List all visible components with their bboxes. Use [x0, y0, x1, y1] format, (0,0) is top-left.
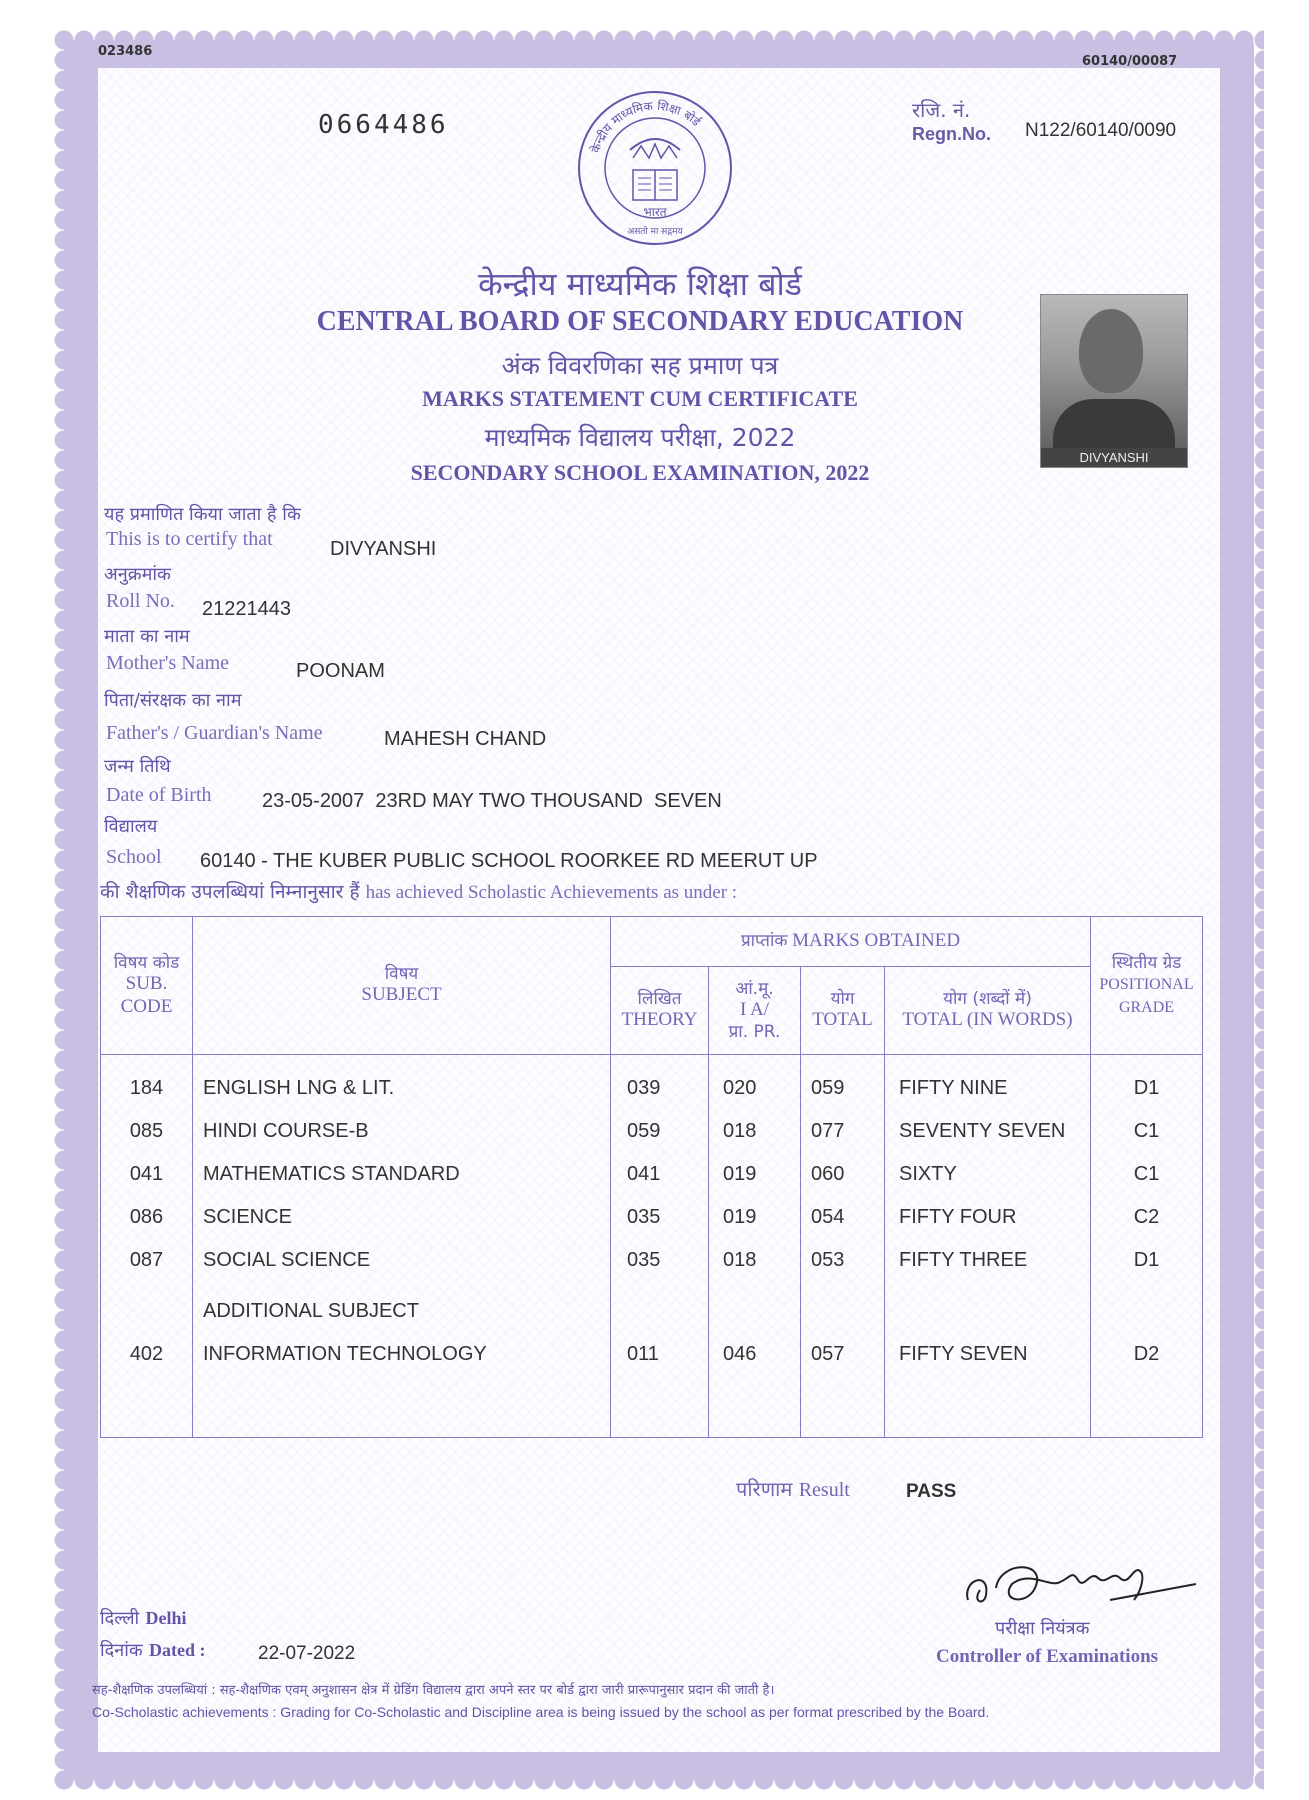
cell-words: FIFTY THREE [899, 1249, 1028, 1271]
cell-code: 184 [129, 1077, 164, 1099]
cell-total: 077 [811, 1120, 845, 1142]
dob-label-hindi: जन्म तिथि [104, 756, 171, 777]
school-label: School [106, 846, 162, 868]
photo-caption: DIVYANSHI [1041, 448, 1187, 467]
document-title-hindi: अंक विवरणिका सह प्रमाण पत्र [501, 351, 779, 380]
header-theory: लिखित THEORY [611, 967, 709, 1055]
cell-total: 054 [811, 1206, 845, 1228]
cell-theory: 035 [627, 1206, 661, 1228]
header-marks-obtained: प्राप्तांक MARKS OBTAINED [611, 917, 1091, 967]
result-label: परिणाम Result [736, 1477, 850, 1501]
cell-ia: 019 [723, 1206, 757, 1228]
controller-label-hindi: परीक्षा नियंत्रक [995, 1618, 1090, 1639]
cell-words: SIXTY [899, 1163, 957, 1185]
cell-words: FIFTY NINE [899, 1077, 1008, 1099]
cell-grade: D2 [1133, 1343, 1160, 1365]
cell-subject: HINDI COURSE-B [203, 1120, 369, 1142]
seal-country: भारत [643, 205, 667, 219]
cell-theory: 041 [627, 1163, 661, 1185]
school-label-hindi: विद्यालय [104, 816, 158, 837]
theory-column [611, 1055, 709, 1438]
cell-subject: MATHEMATICS STANDARD [203, 1163, 460, 1185]
exam-title: SECONDARY SCHOOL EXAMINATION, 2022 [410, 460, 870, 485]
regn-number: N122/60140/0090 [1025, 120, 1177, 141]
cell-ia: 020 [723, 1077, 757, 1099]
place: दिल्ली Delhi [100, 1608, 187, 1629]
cell-code: 041 [129, 1163, 164, 1185]
header-sub-code: विषय कोड SUB. CODE [101, 917, 193, 1055]
cell-ia: 018 [723, 1249, 757, 1271]
sheet-number-right: 60140/00087 [1082, 54, 1178, 69]
cell-theory: 011 [627, 1343, 659, 1365]
header-total: योग TOTAL [801, 967, 885, 1055]
ia-column [709, 1055, 801, 1438]
svg-text:केन्द्रीय माध्यमिक शिक्षा बोर् [588, 99, 704, 155]
marks-table [100, 916, 1203, 1438]
header-internal-assessment: आं.मू. I A/ प्रा. PR. [709, 967, 801, 1055]
regn-label: Regn.No. [912, 124, 991, 144]
cbse-seal-icon [575, 88, 735, 248]
exam-title-hindi: माध्यमिक विद्यालय परीक्षा, 2022 [484, 423, 796, 452]
cell-words: FIFTY FOUR [899, 1206, 1017, 1228]
cell-spacer [101, 1290, 192, 1333]
mother-label-hindi: माता का नाम [104, 626, 190, 647]
subject-column [193, 1055, 611, 1438]
certify-label: This is to certify that [106, 528, 273, 550]
cell-spacer [627, 1290, 708, 1333]
document-title: MARKS STATEMENT CUM CERTIFICATE [422, 386, 858, 411]
board-title-hindi: केन्द्रीय माध्यमिक शिक्षा बोर्ड [478, 265, 802, 303]
cell-subject: INFORMATION TECHNOLOGY [203, 1343, 487, 1365]
co-scholastic-note: Co-Scholastic achievements : Grading for Co-Scholastic and Discipline area is being issued by the school as per format prescribed by the Board. [92, 1704, 990, 1720]
dated-label: दिनांक Dated : [100, 1640, 206, 1661]
board-title: CENTRAL BOARD OF SECONDARY EDUCATION [316, 306, 964, 337]
issue-date: 22-07-2022 [258, 1643, 356, 1664]
cell-total: 059 [811, 1077, 845, 1099]
cell-subject: SOCIAL SCIENCE [203, 1249, 371, 1271]
roll-number: 21221443 [202, 598, 291, 620]
cell-total: 053 [811, 1249, 845, 1271]
regn-label-hindi: रजि. नं. [912, 98, 971, 122]
code-column [101, 1055, 193, 1438]
sheet-number-left: 023486 [98, 44, 153, 59]
cell-code: 402 [129, 1343, 164, 1365]
cell-ia: 018 [723, 1120, 757, 1142]
cell-grade: C1 [1133, 1120, 1160, 1142]
result-value: PASS [906, 1481, 957, 1502]
total-column [801, 1055, 885, 1438]
mother-label: Mother's Name [106, 652, 230, 674]
cell-grade: C1 [1133, 1163, 1160, 1185]
controller-signature [960, 1540, 1200, 1620]
seal-motto: असतो मा सद्गमय [627, 227, 683, 237]
father-label-hindi: पिता/संरक्षक का नाम [104, 690, 242, 711]
date-of-birth: 23-05-2007 23RD MAY TWO THOUSAND SEVEN [262, 790, 722, 812]
achievement-intro-english: has achieved Scholastic Achievements as under : [365, 882, 738, 903]
additional-subject-label: ADDITIONAL SUBJECT [203, 1300, 419, 1322]
student-photo [1040, 294, 1188, 468]
cell-total: 057 [811, 1343, 845, 1365]
student-name: DIVYANSHI [330, 538, 437, 560]
seal-ring-text: केन्द्रीय माध्यमिक शिक्षा बोर्ड [588, 98, 704, 155]
roll-label: Roll No. [106, 590, 175, 612]
cell-total: 060 [811, 1163, 845, 1185]
co-scholastic-note-hindi: सह-शैक्षणिक उपलब्धियां : सह-शैक्षणिक एवम् अनुशासन क्षेत्र में ग्रेडिंग विद्यालय द्वारा अपने स्तर पर बोर्ड द्वारा जारी प्रारूपानुसार प्रदान की जाती है। [92, 1683, 775, 1698]
achievement-intro-hindi: की शैक्षणिक उपलब्धियां निम्नानुसार हैं [100, 881, 360, 903]
cell-words: FIFTY SEVEN [899, 1343, 1028, 1365]
achievement-intro [100, 878, 737, 904]
words-column [885, 1055, 1091, 1438]
dob-label: Date of Birth [106, 784, 212, 806]
cell-code: 087 [129, 1249, 164, 1271]
cell-subject: SCIENCE [203, 1206, 292, 1228]
father-label: Father's / Guardian's Name [106, 722, 323, 744]
cell-ia: 046 [723, 1343, 757, 1365]
school-name: 60140 - THE KUBER PUBLIC SCHOOL ROORKEE RD MEERUT UP [200, 850, 818, 872]
cell-code: 086 [129, 1206, 164, 1228]
header-subject: विषय SUBJECT [193, 917, 611, 1055]
father-name: MAHESH CHAND [384, 728, 547, 750]
header-positional-grade: स्थितीय ग्रेड POSITIONAL GRADE [1091, 917, 1203, 1055]
cell-words: SEVENTY SEVEN [899, 1120, 1066, 1142]
cell-subject: ENGLISH LNG & LIT. [203, 1077, 395, 1099]
cell-grade: D1 [1133, 1249, 1160, 1271]
cell-spacer [723, 1290, 800, 1333]
cell-theory: 035 [627, 1249, 661, 1271]
cell-spacer [899, 1290, 1090, 1333]
serial-number: 0664486 [318, 110, 449, 140]
cell-code: 085 [129, 1120, 164, 1142]
cell-theory: 039 [627, 1077, 661, 1099]
certify-label-hindi: यह प्रमाणित किया जाता है कि [104, 504, 301, 525]
cell-theory: 059 [627, 1120, 661, 1142]
cell-grade: D1 [1133, 1077, 1160, 1099]
mother-name: POONAM [296, 660, 385, 682]
cell-spacer [811, 1290, 884, 1333]
cell-ia: 019 [723, 1163, 757, 1185]
roll-label-hindi: अनुक्रमांक [104, 564, 171, 585]
controller-label: Controller of Examinations [936, 1646, 1159, 1667]
header-total-in-words: योग (शब्दों में) TOTAL (IN WORDS) [885, 967, 1091, 1055]
grade-column [1091, 1055, 1203, 1438]
cell-grade: C2 [1133, 1206, 1160, 1228]
cell-spacer [1091, 1290, 1202, 1333]
